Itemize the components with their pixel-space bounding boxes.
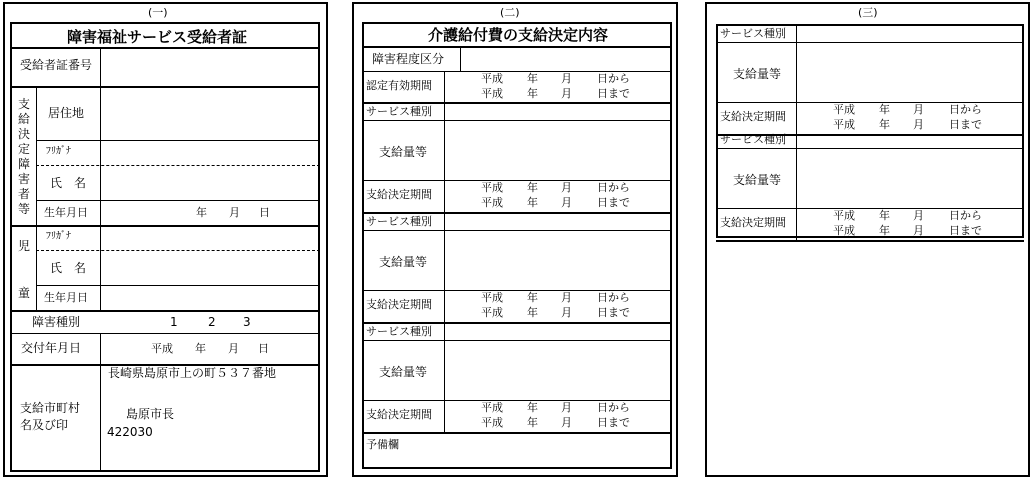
child-label-1: 児 — [18, 239, 31, 253]
panel-2-service-block-3-service-type-field[interactable] — [445, 323, 671, 340]
panel-3-service-block-2-amount-label: 支給量等 — [733, 173, 782, 187]
municipality-address: 長崎県島原市上の町５３７番地 — [108, 366, 277, 380]
panel-3-service-block-1-amount-label: 支給量等 — [733, 67, 782, 81]
panel-3-service-block-2-decision-period-to[interactable]: 平成 年 月 日まで — [833, 224, 982, 237]
panel-2-service-block-1-amount-field[interactable] — [445, 121, 671, 180]
panel-3-service-block-2-amount-field[interactable] — [797, 149, 1023, 208]
certification-period-from[interactable]: 平成 年 月 日から — [481, 72, 630, 85]
name-field[interactable] — [101, 166, 319, 200]
panel-2-service-block-1-decision-period-from[interactable]: 平成 年 月 日から — [481, 181, 630, 194]
panel-3-service-block-1-decision-period-to[interactable]: 平成 年 月 日まで — [833, 118, 982, 131]
panel-2-service-block-3-decision-period-to[interactable]: 平成 年 月 日まで — [481, 416, 630, 429]
disability-type-3: 3 — [243, 315, 251, 329]
panel-3-number: (三) — [858, 6, 878, 19]
municipality-code: 422030 — [107, 425, 153, 439]
panel-3-service-block-1-service-type-field[interactable] — [797, 25, 1023, 42]
benefit-decision-title: 介護給付費の支給決定内容 — [428, 26, 609, 44]
panel-2-service-block-3-decision-period-from[interactable]: 平成 年 月 日から — [481, 401, 630, 414]
panel-2-number: (二) — [500, 6, 520, 19]
remarks-label: 予備欄 — [366, 438, 399, 451]
disability-type-options[interactable] — [101, 316, 319, 330]
panel-2-service-block-3-amount-field[interactable] — [445, 341, 671, 400]
name-label: 氏 名 — [50, 176, 87, 190]
panel-3-service-block-2-service-type-field[interactable] — [797, 131, 1023, 148]
panel-3-service-block-1-decision-period-from[interactable]: 平成 年 月 日から — [833, 103, 982, 116]
furigana-label: ﾌﾘｶﾞﾅ — [46, 146, 71, 157]
disability-type-label: 障害種別 — [32, 315, 81, 329]
mayor-title: 島原市長 — [126, 407, 175, 421]
recipient-number-field[interactable] — [101, 48, 319, 86]
panel-2-service-block-2-amount-label: 支給量等 — [379, 255, 428, 269]
disability-level-label: 障害程度区分 — [372, 52, 445, 66]
birthdate-field[interactable]: 年 月 日 — [196, 206, 270, 219]
panel-3-service-block-1-service-type-label: サービス種別 — [720, 27, 786, 40]
panel-2-service-block-2-decision-period-from[interactable]: 平成 年 月 日から — [481, 291, 630, 304]
municipality-label: 支給市町村 名及び印 — [20, 401, 81, 432]
panel-2-service-block-1-decision-period-label: 支給決定期間 — [366, 188, 432, 201]
child-birthdate-field[interactable] — [101, 286, 319, 309]
recipient-number-label: 受給者証番号 — [20, 58, 93, 72]
address-label: 居住地 — [48, 106, 85, 120]
disability-type-2: 2 — [208, 315, 216, 329]
panel-2-service-block-1-decision-period-to[interactable]: 平成 年 月 日まで — [481, 196, 630, 209]
issue-date-label: 交付年月日 — [21, 341, 82, 355]
child-name-label: 氏 名 — [50, 261, 87, 275]
certification-period-label: 認定有効期間 — [366, 79, 432, 92]
furigana-field[interactable] — [101, 141, 319, 165]
disability-level-field[interactable] — [461, 47, 671, 71]
panel-2-service-block-1-amount-label: 支給量等 — [379, 145, 428, 159]
panel-2-service-block-2-amount-field[interactable] — [445, 231, 671, 290]
panel-2-service-block-3-decision-period-label: 支給決定期間 — [366, 408, 432, 421]
child-label-2: 童 — [18, 286, 31, 300]
remarks-field[interactable] — [363, 452, 671, 468]
panel-2-service-block-2-decision-period-label: 支給決定期間 — [366, 298, 432, 311]
birthdate-label: 生年月日 — [44, 206, 88, 219]
panel-1-number: (一) — [148, 6, 168, 19]
panel-2-service-block-3-service-type-label: サービス種別 — [366, 325, 432, 338]
address-field[interactable] — [101, 87, 319, 140]
panel-2-service-block-1-service-type-field[interactable] — [445, 103, 671, 120]
panel-2-service-block-2-service-type-field[interactable] — [445, 213, 671, 230]
child-furigana-field[interactable] — [101, 226, 319, 250]
panel-2-service-block-2-decision-period-to[interactable]: 平成 年 月 日まで — [481, 306, 630, 319]
payee-group-label: 支 給 決 定 障 害 者 等 — [17, 97, 30, 216]
panel-2-service-block-3-amount-label: 支給量等 — [379, 365, 428, 379]
child-name-field[interactable] — [101, 251, 319, 285]
panel-2-service-block-1-service-type-label: サービス種別 — [366, 105, 432, 118]
panel-3-service-block-2-decision-period-from[interactable]: 平成 年 月 日から — [833, 209, 982, 222]
panel-2-service-block-2-service-type-label: サービス種別 — [366, 215, 432, 228]
panel-3-service-block-1-amount-field[interactable] — [797, 43, 1023, 102]
child-birthdate-label: 生年月日 — [44, 291, 88, 304]
issue-date-field[interactable]: 平成 年 月 日 — [151, 342, 269, 355]
panel-3-service-block-2-decision-period-label: 支給決定期間 — [720, 216, 786, 229]
panel-3-service-block-1-decision-period-label: 支給決定期間 — [720, 110, 786, 123]
child-furigana-label: ﾌﾘｶﾞﾅ — [46, 231, 71, 242]
disability-type-1: 1 — [170, 315, 178, 329]
panel-3-service-block-2-service-type-label: サービス種別 — [720, 133, 786, 146]
certificate-title: 障害福祉サービス受給者証 — [67, 28, 248, 46]
certification-period-to[interactable]: 平成 年 月 日まで — [481, 87, 630, 100]
